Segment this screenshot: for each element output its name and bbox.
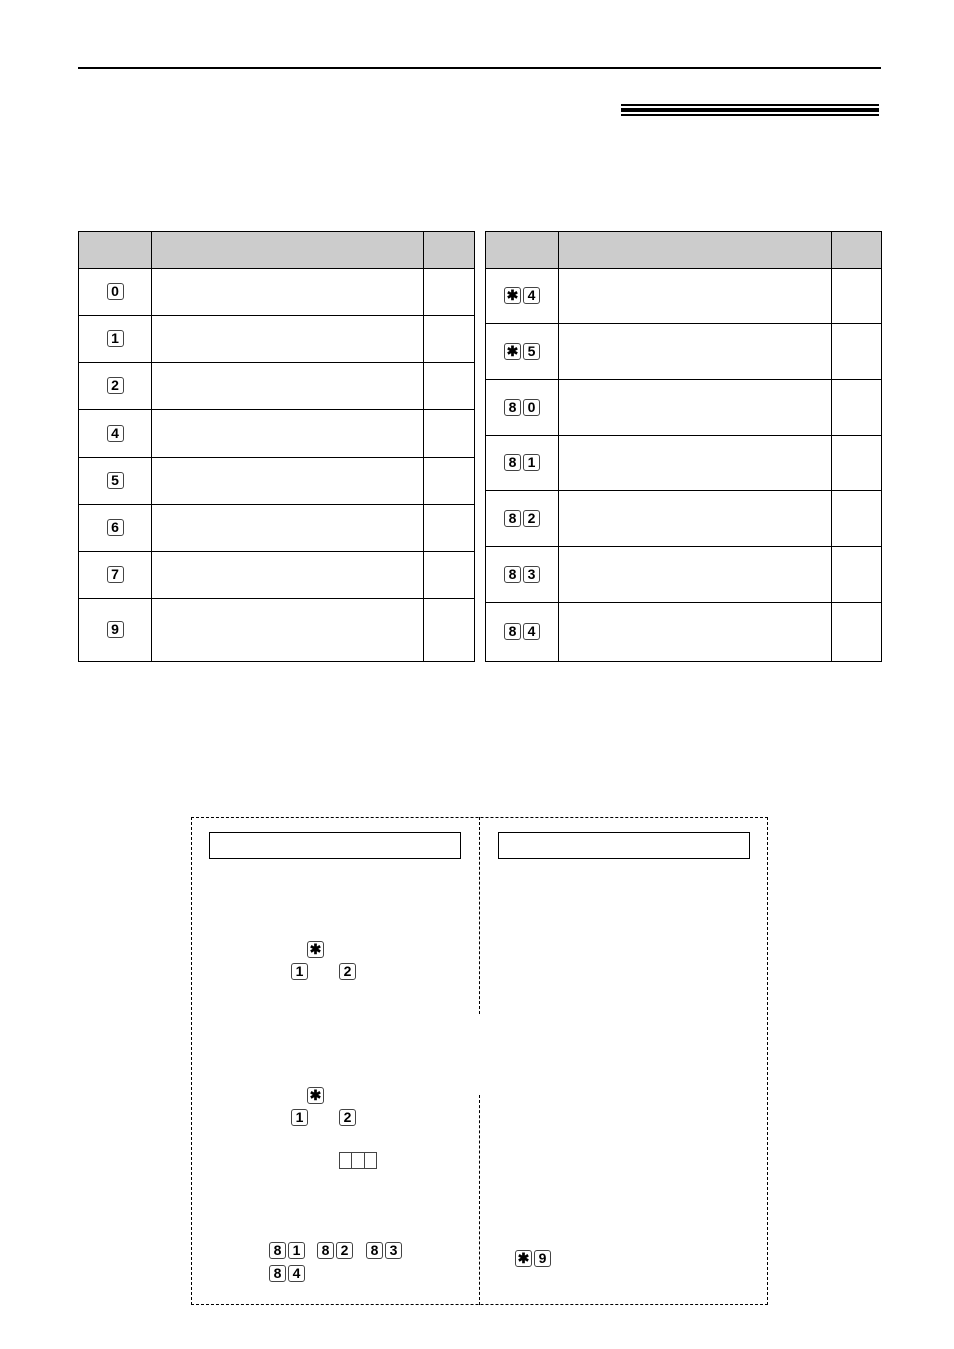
table-row (486, 603, 882, 662)
key-cell (79, 505, 152, 552)
table-row (486, 491, 882, 547)
key-icon: 1 (523, 454, 540, 471)
header-cell (424, 232, 475, 269)
key-1: 1 (288, 1242, 305, 1259)
key-8: 8 (366, 1242, 383, 1259)
header-cell (152, 232, 424, 269)
key-cell (79, 316, 152, 363)
table-cell (424, 505, 475, 552)
key-8: 8 (317, 1242, 334, 1259)
key-icon: 1 (107, 330, 124, 347)
table-row (486, 547, 882, 603)
table-cell (832, 380, 882, 436)
table-cell (559, 380, 832, 436)
key-icon: ✱ (504, 287, 521, 304)
key-cell (79, 458, 152, 505)
key-9: 9 (534, 1250, 551, 1267)
table-cell (559, 269, 832, 324)
column-divider (479, 817, 480, 1014)
table-row (486, 436, 882, 491)
key-star9-icon (514, 1250, 552, 1268)
key-4: 4 (288, 1265, 305, 1282)
column-divider (479, 1095, 480, 1305)
star-key-icon: ✱ (307, 1087, 324, 1104)
key-8: 8 (269, 1242, 286, 1259)
table-row (486, 324, 882, 380)
table-row (79, 269, 475, 316)
title-bar-line (621, 114, 879, 116)
table-cell (424, 316, 475, 363)
table-row (486, 380, 882, 436)
key-icon: 7 (107, 566, 124, 583)
key-icon: 4 (523, 623, 540, 640)
table-row (79, 505, 475, 552)
key-81-icon (268, 1242, 306, 1260)
key-icon: 8 (504, 454, 521, 471)
table-cell (832, 547, 882, 603)
table-cell (152, 363, 424, 410)
key-icon: 9 (107, 621, 124, 638)
key-cell (486, 324, 559, 380)
key-2-icon: 2 (339, 963, 356, 980)
table-cell (832, 436, 882, 491)
key-cell (486, 269, 559, 324)
key-icon: 4 (523, 287, 540, 304)
table-cell (832, 603, 882, 662)
header-cell (79, 232, 152, 269)
table-cell (152, 599, 424, 662)
top-rule (78, 67, 881, 69)
right-feature-table (485, 231, 882, 662)
key-cell (79, 599, 152, 662)
table-cell (559, 603, 832, 662)
key-2: 2 (336, 1242, 353, 1259)
key-icon: 2 (523, 510, 540, 527)
table-cell (424, 599, 475, 662)
header-cell (486, 232, 559, 269)
star-key-icon: ✱ (307, 941, 324, 958)
three-digit-entry-icon (339, 1152, 377, 1169)
header-cell (559, 232, 832, 269)
key-cell (486, 380, 559, 436)
table-cell (832, 491, 882, 547)
table-cell (152, 269, 424, 316)
table-cell (152, 410, 424, 458)
left-section-heading-box (209, 832, 461, 859)
table-cell (424, 552, 475, 599)
key-3: 3 (385, 1242, 402, 1259)
key-icon: 4 (107, 425, 124, 442)
table-cell (152, 316, 424, 363)
table-cell (832, 269, 882, 324)
key-icon: 8 (504, 623, 521, 640)
table-cell (832, 324, 882, 380)
table-row (79, 552, 475, 599)
title-bar-line (621, 104, 879, 106)
title-bar-line (621, 108, 879, 112)
key-icon: 8 (504, 510, 521, 527)
key-icon: 8 (504, 399, 521, 416)
table-row (79, 458, 475, 505)
key-cell (79, 552, 152, 599)
key-icon: 6 (107, 519, 124, 536)
key-1-icon: 1 (291, 1109, 308, 1126)
table-cell (559, 436, 832, 491)
key-cell (486, 603, 559, 662)
table-cell (424, 458, 475, 505)
key-cell (79, 410, 152, 458)
key-icon: ✱ (504, 343, 521, 360)
key-8: 8 (269, 1265, 286, 1282)
right-section-heading-box (498, 832, 750, 859)
key-icon: 5 (523, 343, 540, 360)
key-icon: 5 (107, 472, 124, 489)
key-1-icon: 1 (291, 963, 308, 980)
table-cell (559, 491, 832, 547)
header-cell (832, 232, 882, 269)
key-84-icon (268, 1265, 306, 1283)
table-cell (424, 410, 475, 458)
table-cell (424, 363, 475, 410)
star-key: ✱ (515, 1250, 532, 1267)
table-cell (559, 324, 832, 380)
table-cell (152, 505, 424, 552)
key-cell (486, 436, 559, 491)
key-icon: 0 (523, 399, 540, 416)
key-83-icon (365, 1242, 403, 1260)
left-feature-table (78, 231, 475, 662)
key-icon: 3 (523, 566, 540, 583)
table-row (79, 316, 475, 363)
key-82-icon (316, 1242, 354, 1260)
key-2-icon: 2 (339, 1109, 356, 1126)
table-row (79, 410, 475, 458)
table-cell (152, 458, 424, 505)
table-row (79, 363, 475, 410)
key-cell (79, 363, 152, 410)
table-row (486, 269, 882, 324)
table-row (79, 599, 475, 662)
table-cell (152, 552, 424, 599)
table-cell (424, 269, 475, 316)
key-icon: 8 (504, 566, 521, 583)
key-cell (486, 491, 559, 547)
key-cell (486, 547, 559, 603)
key-cell (79, 269, 152, 316)
key-icon: 0 (107, 283, 124, 300)
table-cell (559, 547, 832, 603)
key-icon: 2 (107, 377, 124, 394)
